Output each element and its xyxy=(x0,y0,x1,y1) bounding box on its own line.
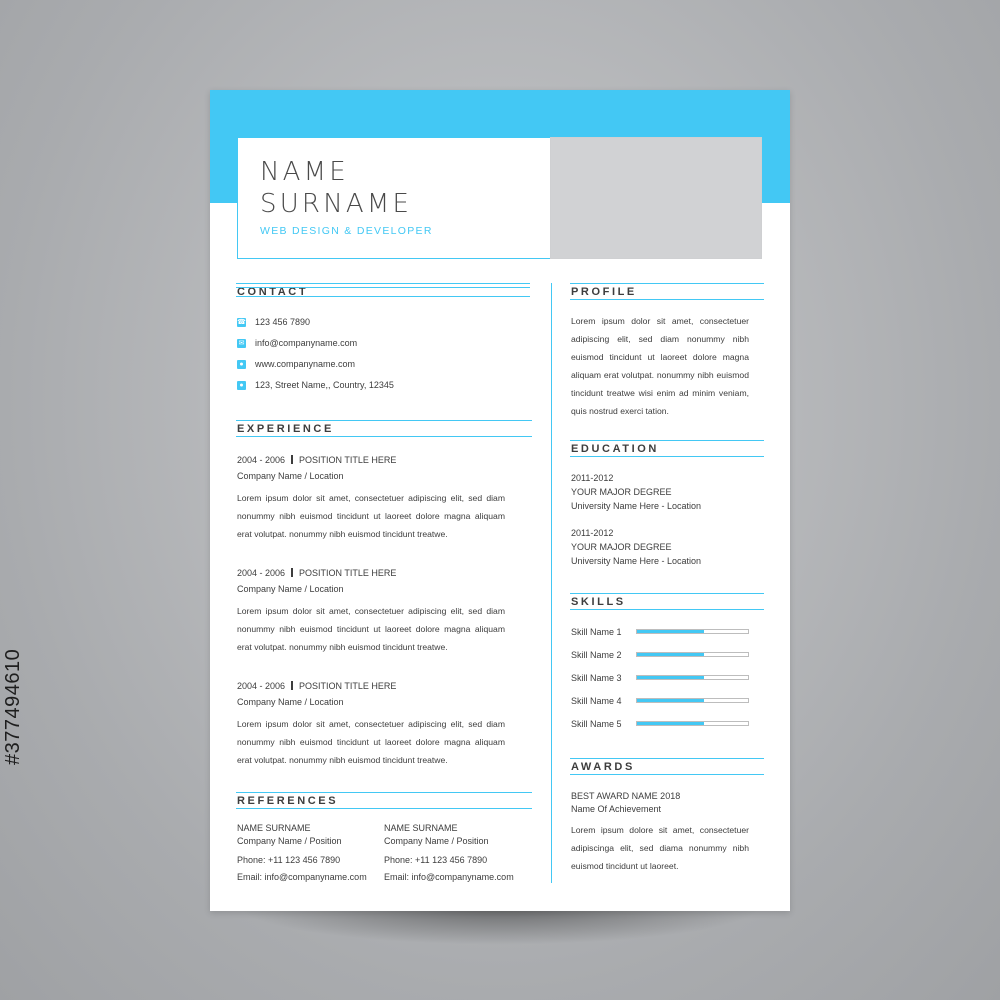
experience-title: EXPERIENCE xyxy=(237,423,334,435)
contact-website: www.companyname.com xyxy=(255,359,356,369)
contact-phone: 123 456 7890 xyxy=(255,317,311,327)
skill-4-bar xyxy=(636,698,749,703)
separator xyxy=(291,568,293,577)
skill-3-bar xyxy=(636,675,749,680)
profile-text: Lorem ipsum dolor sit amet, consectetuer adipiscing elit, sed diam nonummy nibh euismod tincidunt ut laoreet dolore magna aliquam erat volutpat. nonummy nibh euismod tincidunt treatwe wisi enim ad minim veniam, quis nostrud exerci tation. xyxy=(571,316,749,416)
skill-2-bar xyxy=(636,652,749,657)
skill-1-fill xyxy=(637,630,704,633)
skill-2-name: Skill Name 2 xyxy=(571,650,622,660)
award-description: Lorem ipsum dolore sit amet, consectetuer adipiscinga elit, sed diama nonummy nibh euismod tincidunt ut laoreet. xyxy=(571,825,749,871)
education-2-school: University Name Here - Location xyxy=(571,556,702,566)
profile-rule-top xyxy=(570,283,764,284)
experience-years: 2004 - 2006 xyxy=(237,455,286,465)
experience-years: 2004 - 2006 xyxy=(237,568,286,578)
experience-position: POSITION TITLE HERE xyxy=(299,455,397,465)
location-icon: ● xyxy=(237,381,246,390)
name-box xyxy=(237,137,551,259)
skill-1-bar xyxy=(636,629,749,634)
awards-title: AWARDS xyxy=(571,761,635,773)
education-1-school: University Name Here - Location xyxy=(571,501,702,511)
reference-1-phone: Phone: +11 123 456 7890 xyxy=(237,855,341,865)
references-rule-bottom xyxy=(236,808,532,809)
job-role: WEB DESIGN & DEVELOPER xyxy=(260,225,433,237)
profile-rule-bottom xyxy=(570,299,764,300)
skill-5-bar xyxy=(636,721,749,726)
skill-3-name: Skill Name 3 xyxy=(571,673,622,683)
experience-company: Company Name / Location xyxy=(237,471,344,481)
skill-5-name: Skill Name 5 xyxy=(571,719,622,729)
experience-years: 2004 - 2006 xyxy=(237,681,286,691)
education-2-years: 2011-2012 xyxy=(571,528,614,538)
reference-2-name: NAME SURNAME xyxy=(384,823,458,833)
education-rule-top xyxy=(570,440,764,441)
resume-page xyxy=(210,90,790,911)
reference-2-position: Company Name / Position xyxy=(384,836,489,846)
references-title: REFERENCES xyxy=(237,795,339,807)
skill-5-fill xyxy=(637,722,704,725)
contact-title: CONTACT xyxy=(237,286,309,298)
experience-entry-1-header xyxy=(237,455,396,465)
education-2-degree: YOUR MAJOR DEGREE xyxy=(571,542,672,552)
email-icon: ✉ xyxy=(238,340,245,347)
contact-email: info@companyname.com xyxy=(255,338,358,348)
reference-2-phone: Phone: +11 123 456 7890 xyxy=(384,855,488,865)
separator xyxy=(291,681,293,690)
experience-entry-3-header xyxy=(237,681,396,691)
contact-address: 123, Street Name,, Country, 12345 xyxy=(255,380,394,390)
awards-rule-bottom xyxy=(570,774,764,775)
skill-1-name: Skill Name 1 xyxy=(571,627,622,637)
first-name: NAME xyxy=(260,157,349,187)
profile-title: PROFILE xyxy=(571,286,637,298)
education-title: EDUCATION xyxy=(571,443,659,455)
phone-icon: ☎ xyxy=(237,319,246,326)
experience-description: Lorem ipsum dolor sit amet, consectetuer adipiscing elit, sed diam nonummy nibh euismod tincidunt ut laoreet dolore magna aliquam erat volutpat. nonummy nibh euismod tincidunt treatwe. xyxy=(237,493,505,539)
award-achievement: Name Of Achievement xyxy=(571,804,662,814)
stock-id: #377494610 xyxy=(2,648,24,765)
skills-title: SKILLS xyxy=(571,596,626,608)
reference-2-email: Email: info@companyname.com xyxy=(384,872,514,882)
experience-description: Lorem ipsum dolor sit amet, consectetuer adipiscing elit, sed diam nonummy nibh euismod tincidunt ut laoreet dolore magna aliquam erat volutpat. nonummy nibh euismod tincidunt treatwe. xyxy=(237,719,505,765)
experience-rule-bottom xyxy=(236,436,532,437)
experience-position: POSITION TITLE HERE xyxy=(299,568,397,578)
award-name: BEST AWARD NAME 2018 xyxy=(571,791,681,801)
reference-1-email: Email: info@companyname.com xyxy=(237,872,367,882)
reference-1-name: NAME SURNAME xyxy=(237,823,311,833)
photo-placeholder xyxy=(550,137,762,259)
education-rule-bottom xyxy=(570,456,764,457)
experience-position: POSITION TITLE HERE xyxy=(299,681,397,691)
references-rule-top xyxy=(236,792,532,793)
experience-description: Lorem ipsum dolor sit amet, consectetuer adipiscing elit, sed diam nonummy nibh euismod tincidunt ut laoreet dolore magna aliquam erat volutpat. nonummy nibh euismod tincidunt treatwe. xyxy=(237,606,505,652)
column-divider xyxy=(551,283,552,883)
skill-4-fill xyxy=(637,699,704,702)
separator xyxy=(291,455,293,464)
last-name: SURNAME xyxy=(260,189,413,219)
page-shadow xyxy=(235,905,765,945)
contact-rule xyxy=(236,283,530,288)
web-icon: ● xyxy=(237,360,246,369)
reference-1-position: Company Name / Position xyxy=(237,836,342,846)
education-1-degree: YOUR MAJOR DEGREE xyxy=(571,487,672,497)
skills-rule-bottom xyxy=(570,609,764,610)
contact-rule-bottom xyxy=(236,296,530,297)
experience-rule-top xyxy=(236,420,532,421)
education-1-years: 2011-2012 xyxy=(571,473,614,483)
awards-rule-top xyxy=(570,758,764,759)
skills-rule-top xyxy=(570,593,764,594)
skill-4-name: Skill Name 4 xyxy=(571,696,622,706)
skill-2-fill xyxy=(637,653,704,656)
experience-entry-2-header xyxy=(237,568,396,578)
experience-company: Company Name / Location xyxy=(237,697,344,707)
skill-3-fill xyxy=(637,676,704,679)
experience-company: Company Name / Location xyxy=(237,584,344,594)
